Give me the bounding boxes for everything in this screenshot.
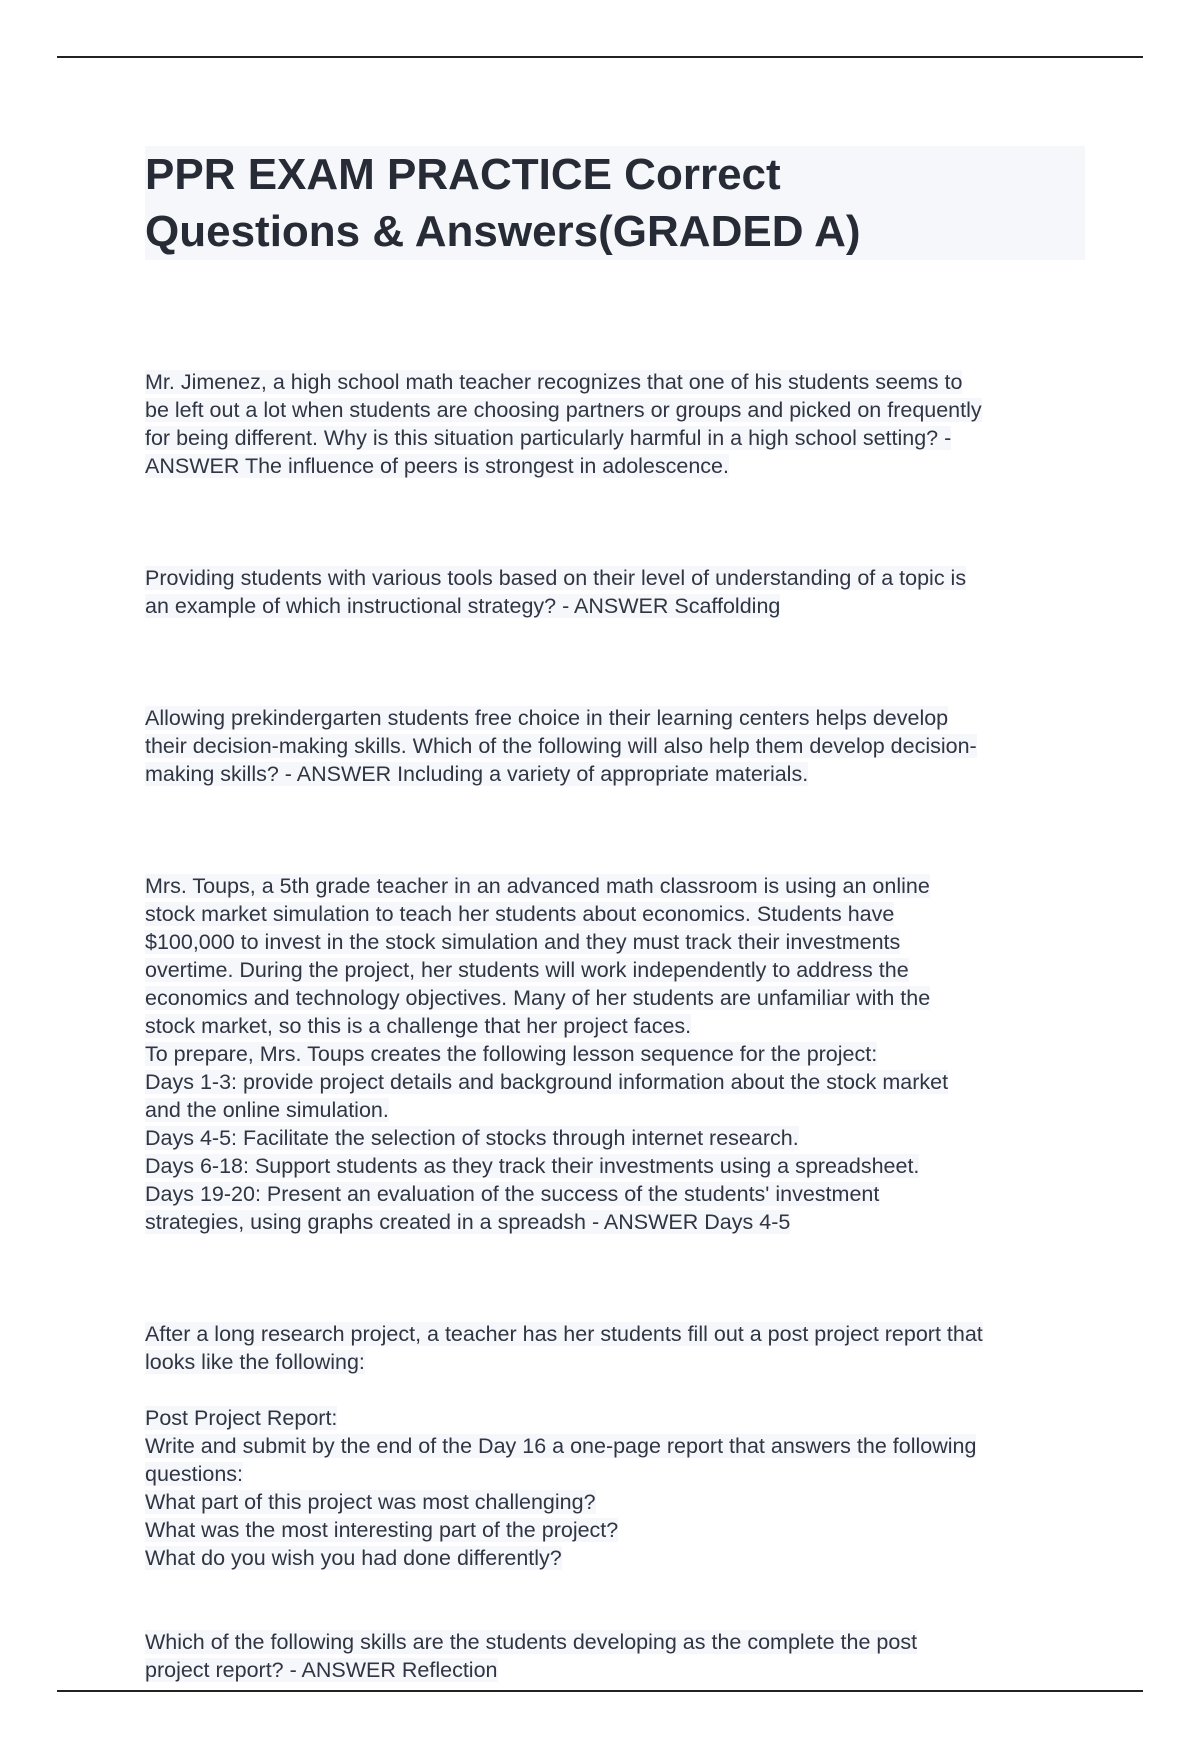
qa-item-2	[145, 536, 1095, 620]
qa-item-text: Providing students with various tools based on their level of understanding of a topic is an example of which instructional strategy? - ANSWER Scaffolding	[145, 566, 967, 618]
qa-item-text: Allowing prekindergarten students free choice in their learning centers helps develop their decision-making skills. Which of the following will also help them develop decision- making skills? - ANSWER Including a variety of appropriate materials.	[145, 706, 977, 786]
bottom-rule	[57, 1690, 1143, 1692]
qa-item-5	[145, 1292, 1095, 1684]
qa-item-3	[145, 676, 1095, 788]
qa-item-text: After a long research project, a teacher has her students fill out a post project report that looks like the following: Post Project Report: Write and submit by the end of the Day 16 a one-page report that answers the following questions: What part of this project was most challenging? What was the most interesting part of the project? What do you wish you had done differently? Which of the following skills are the students developing as the complete the post project report? - ANSWER Reflection	[145, 1322, 983, 1682]
document-title: PPR EXAM PRACTICE Correct Questions & Answers(GRADED A)	[145, 146, 1085, 260]
top-rule	[57, 56, 1143, 58]
qa-item-4	[145, 844, 1095, 1236]
qa-item-1	[145, 340, 1095, 480]
qa-item-text: Mrs. Toups, a 5th grade teacher in an advanced math classroom is using an online stock market simulation to teach her students about economics. Students have $100,000 to invest in the stock simulation and they must track their investments overtime. During the project, her students will work independently to address the economics and technology objectives. Many of her students are unfamiliar with the stock market, so this is a challenge that her project faces. To prepare, Mrs. Toups creates the following lesson sequence for the project: Days 1-3: provide project details and background information about the stock market and the online simulation. Days 4-5: Facilitate the selection of stocks through internet research. Days 6-18: Support students as they track their investments using a spreadsheet. Days 19-20: Present an evaluation of the success of the students' investment strategies, using graphs created in a spreadsh - ANSWER Days 4-5	[145, 874, 949, 1234]
qa-item-text: Mr. Jimenez, a high school math teacher recognizes that one of his students seems to be left out a lot when students are choosing partners or groups and picked on frequently for being different. Why is this situation particularly harmful in a high school setting? - ANSWER The influence of peers is strongest in adolescence.	[145, 370, 982, 478]
qa-list	[145, 312, 1095, 1740]
